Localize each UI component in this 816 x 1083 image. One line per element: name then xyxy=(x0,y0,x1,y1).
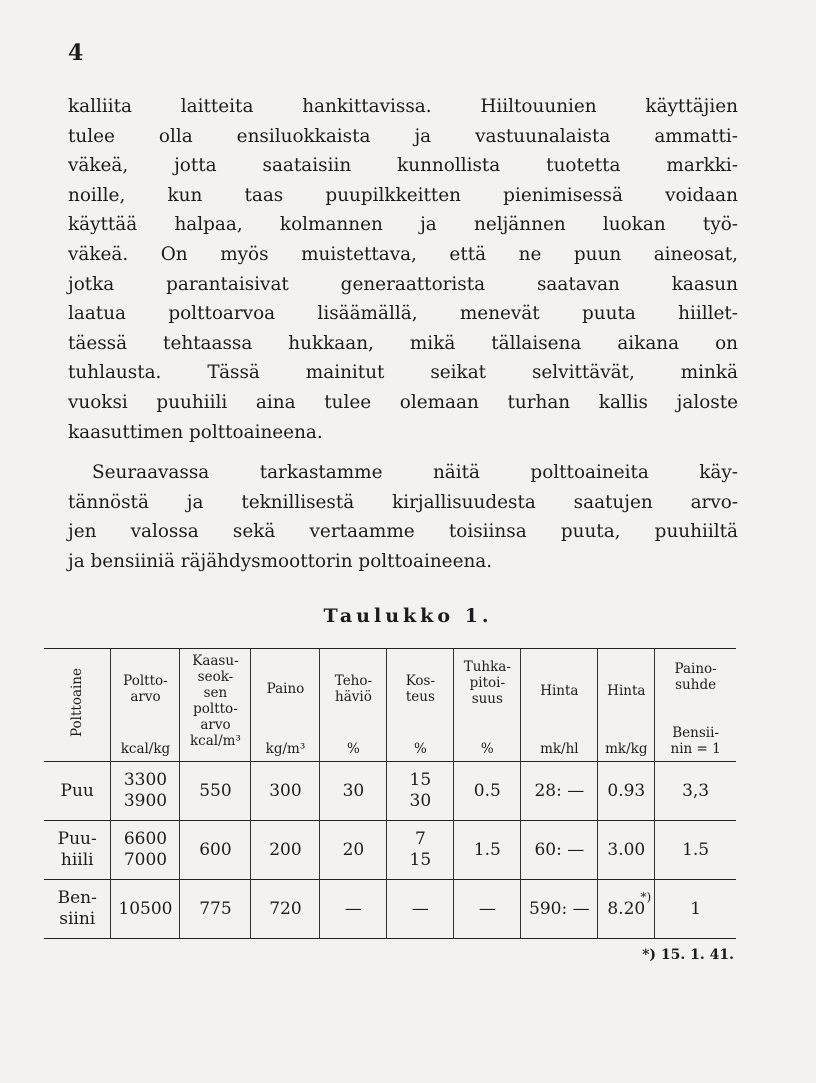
cell-ash: — xyxy=(454,880,521,939)
header-label: arvo xyxy=(200,717,231,733)
cell-fuel: Puu xyxy=(44,762,111,821)
text-line: jotka parantaisivat generaattorista saatavan kaasun xyxy=(68,273,738,295)
footnote-marker: *) xyxy=(640,889,652,904)
table-row xyxy=(44,762,736,821)
header-label: teus xyxy=(405,689,435,705)
cell-power-loss: — xyxy=(320,880,387,939)
header-unit: kg/m³ xyxy=(265,741,306,757)
cell-value: hiili xyxy=(60,850,94,870)
cell-value: 15 xyxy=(409,770,432,790)
text-line: väkeä, jotta saataisiin kunnollista tuotetta markki- xyxy=(68,155,738,177)
table-row xyxy=(44,880,736,939)
header-label: Kos- xyxy=(405,673,436,689)
cell-value: 3900 xyxy=(123,791,168,811)
text-line: tuhlausta. Tässä mainitut seikat selvittävät, minkä xyxy=(68,362,738,384)
header-label: suhde xyxy=(675,677,717,693)
header-label: nin = 1 xyxy=(670,741,721,757)
text-line: jen valossa sekä vertaamme toisiinsa puuta, puuhiiltä xyxy=(68,521,738,543)
text-line: Seuraavassa tarkastamme näitä polttoaineita käy- xyxy=(92,462,738,484)
cell-heat-value xyxy=(111,762,180,821)
cell-value: 6600 xyxy=(123,829,168,849)
cell-ratio: 1.5 xyxy=(655,821,736,880)
header-gas-mix xyxy=(180,649,251,762)
header-ratio xyxy=(655,649,736,762)
text-line: kaasuttimen polttoaineena. xyxy=(68,421,323,443)
header-label: häviö xyxy=(335,689,372,705)
text-line: täessä tehtaassa hukkaan, mikä tällaisena aikana on xyxy=(68,332,738,354)
cell-power-loss: 20 xyxy=(320,821,387,880)
cell-price-hl: 28: — xyxy=(521,762,598,821)
cell-value: 30 xyxy=(409,791,432,811)
cell-price-kg: 0.93 xyxy=(598,762,655,821)
cell-value: Ben- xyxy=(57,888,97,908)
header-label: Paino- xyxy=(674,661,717,677)
paragraph-2 xyxy=(68,458,738,576)
header-ash xyxy=(454,649,521,762)
cell-power-loss: 30 xyxy=(320,762,387,821)
cell-gas-mix: 550 xyxy=(180,762,251,821)
cell-ratio: 3,3 xyxy=(655,762,736,821)
header-unit: kcal/m³ xyxy=(190,733,241,749)
header-label: pitoi- xyxy=(469,675,506,691)
table-row xyxy=(44,821,736,880)
header-label: Bensii- xyxy=(672,725,719,741)
fuel-comparison-table xyxy=(44,648,736,939)
cell-weight: 300 xyxy=(251,762,320,821)
cell-ash: 1.5 xyxy=(454,821,521,880)
cell-ratio: 1 xyxy=(655,880,736,939)
header-label: Hinta xyxy=(540,683,579,699)
cell-value xyxy=(607,889,652,919)
cell-weight: 200 xyxy=(251,821,320,880)
cell-ash: 0.5 xyxy=(454,762,521,821)
body-text xyxy=(68,92,738,577)
text-line: laatua polttoarvoa lisäämällä, menevät puuta hiillet- xyxy=(68,303,738,325)
header-label: arvo xyxy=(130,689,161,705)
cell-value: siini xyxy=(59,909,96,929)
cell-value: 15 xyxy=(409,850,432,870)
cell-gas-mix: 600 xyxy=(180,821,251,880)
paragraph-1 xyxy=(68,92,738,447)
page-number: 4 xyxy=(68,40,84,66)
cell-price-kg xyxy=(598,880,655,939)
header-unit: % xyxy=(347,741,360,757)
cell-value: 7000 xyxy=(123,850,168,870)
header-unit: % xyxy=(480,741,494,757)
header-label: sen xyxy=(203,685,228,701)
price-value: 8.20 xyxy=(607,898,646,919)
header-fuel-label: Polttoaine xyxy=(69,668,86,738)
cell-value: Puu- xyxy=(57,829,97,849)
header-label: Tuhka- xyxy=(463,659,511,675)
text-line: väkeä. On myös muistettava, että ne puun aineosat, xyxy=(68,243,738,265)
cell-price-hl: 60: — xyxy=(521,821,598,880)
cell-gas-mix: 775 xyxy=(180,880,251,939)
cell-heat-value xyxy=(111,821,180,880)
header-weight xyxy=(251,649,320,762)
cell-heat-value: 10500 xyxy=(111,880,180,939)
cell-value: 7 xyxy=(414,829,426,849)
text-line: vuoksi puuhiili aina tulee olemaan turhan kallis jaloste xyxy=(68,391,738,413)
header-heat-value xyxy=(111,649,180,762)
header-label: Paino xyxy=(266,681,305,697)
header-label: Teho- xyxy=(334,673,373,689)
cell-moisture xyxy=(387,762,454,821)
header-label: poltto- xyxy=(193,701,238,717)
text-line: ja bensiiniä räjähdysmoottorin polttoaineena. xyxy=(68,550,493,572)
header-label: Hinta xyxy=(607,683,646,699)
header-power-loss xyxy=(320,649,387,762)
header-label: Poltto- xyxy=(123,673,168,689)
header-fuel xyxy=(44,649,111,762)
text-line: tulee olla ensiluokkaista ja vastuunalaista ammatti- xyxy=(68,125,738,147)
header-unit: % xyxy=(413,741,427,757)
text-line: kalliita laitteita hankittavissa. Hiiltouunien käyttäjien xyxy=(68,96,738,117)
cell-moisture xyxy=(387,821,454,880)
cell-fuel xyxy=(44,821,111,880)
text-line: käyttää halpaa, kolmannen ja neljännen luokan työ- xyxy=(68,214,738,236)
header-label: suus xyxy=(471,691,503,707)
header-label: Kaasu- xyxy=(192,653,239,669)
header-price-hl xyxy=(521,649,598,762)
cell-weight: 720 xyxy=(251,880,320,939)
header-label: seok- xyxy=(197,669,234,685)
cell-moisture: — xyxy=(387,880,454,939)
table-footnote: *) 15. 1. 41. xyxy=(642,947,734,963)
cell-value: 3300 xyxy=(123,770,168,790)
cell-price-kg: 3.00 xyxy=(598,821,655,880)
table-header-row xyxy=(44,649,736,762)
cell-fuel xyxy=(44,880,111,939)
cell-price-hl: 590: — xyxy=(521,880,598,939)
text-line: tännöstä ja teknillisestä kirjallisuudesta saatujen arvo- xyxy=(68,491,738,513)
header-unit: mk/kg xyxy=(605,741,648,757)
header-unit: mk/hl xyxy=(540,741,579,757)
header-moisture xyxy=(387,649,454,762)
text-line: noille, kun taas puupilkkeitten pienimisessä voidaan xyxy=(68,184,738,206)
header-unit: kcal/kg xyxy=(120,741,171,757)
table-title: Taulukko 1. xyxy=(323,605,493,627)
header-price-kg xyxy=(598,649,655,762)
